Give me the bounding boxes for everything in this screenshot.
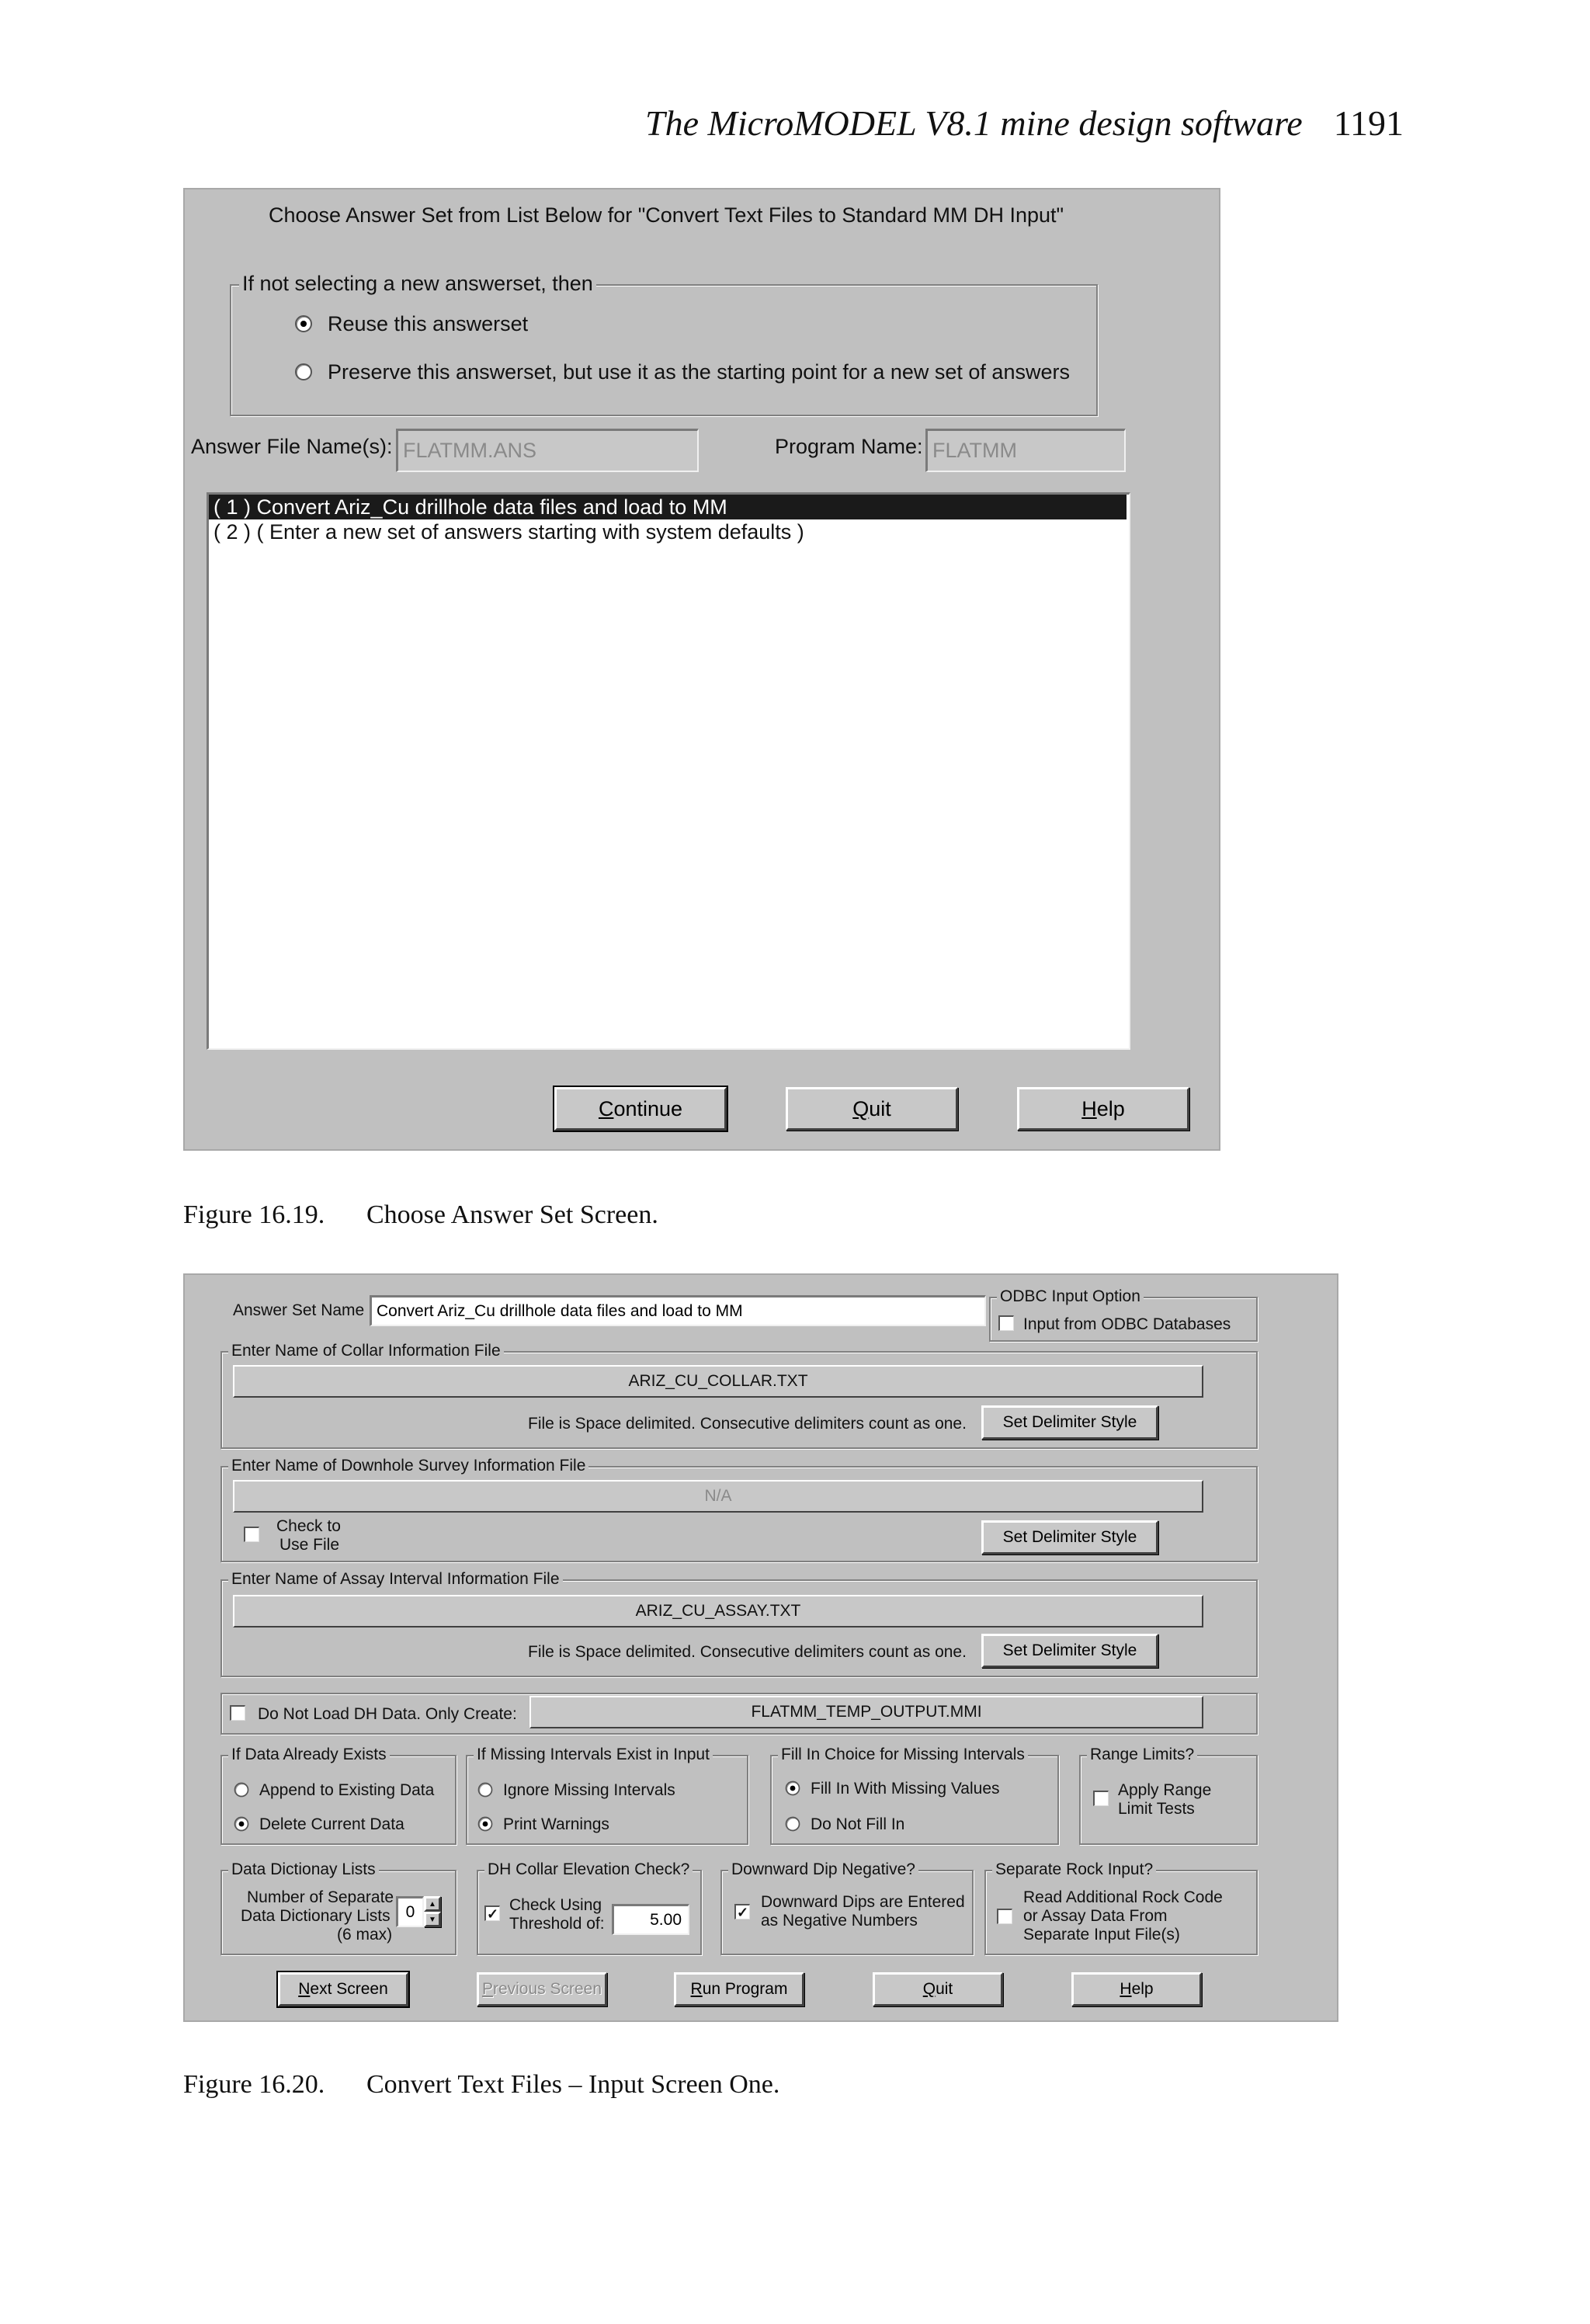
collar-group-label: Enter Name of Collar Information File <box>228 1342 504 1360</box>
help-2-accel: H <box>1120 1980 1132 1998</box>
elevation-label-2: Threshold of: <box>509 1915 605 1933</box>
page-number: 1191 <box>1333 103 1404 143</box>
previous-screen-label: revious Screen <box>492 1980 602 1998</box>
radio-reuse-dot <box>300 321 307 327</box>
odbc-checkbox-label: Input from ODBC Databases <box>1023 1315 1231 1333</box>
separate-rock-group-label: Separate Rock Input? <box>992 1860 1156 1879</box>
radio-fill-with-dot <box>790 1786 796 1791</box>
radio-fill-with[interactable] <box>786 1781 800 1796</box>
radio-fill-with-label: Fill In With Missing Values <box>811 1780 1000 1798</box>
next-screen-accel: N <box>298 1980 311 1998</box>
quit-2-accel: Q <box>922 1980 936 1998</box>
program-name-label: Program Name: <box>775 435 923 458</box>
survey-use-file-label-1: Check to <box>276 1517 341 1535</box>
assay-file-field[interactable]: ARIZ_CU_ASSAY.TXT <box>233 1595 1203 1627</box>
radio-ignore-label: Ignore Missing Intervals <box>503 1781 675 1799</box>
odbc-checkbox[interactable] <box>998 1315 1014 1331</box>
collar-set-delimiter-button[interactable]: Set Delimiter Style <box>981 1405 1158 1440</box>
convert-text-files-dialog <box>183 1273 1338 2022</box>
help-label: elp <box>1096 1096 1125 1120</box>
run-program-label: un Program <box>702 1980 788 1998</box>
separate-rock-label-2: or Assay Data From <box>1023 1907 1168 1925</box>
header-title: The MicroMODEL V8.1 mine design software <box>645 103 1303 143</box>
choose-answer-set-dialog <box>183 188 1220 1151</box>
dictionary-label-2: Data Dictionary Lists <box>241 1907 391 1925</box>
radio-delete[interactable] <box>234 1817 249 1832</box>
radio-preserve[interactable] <box>295 363 312 380</box>
dictionary-count-field[interactable]: 0 <box>396 1896 424 1927</box>
help-2-label: elp <box>1131 1980 1154 1998</box>
elevation-label-1: Check Using <box>509 1896 602 1914</box>
quit-button[interactable] <box>786 1087 958 1131</box>
next-screen-label: ext Screen <box>310 1980 388 1998</box>
continue-label: ontinue <box>613 1096 683 1120</box>
elevation-threshold-input[interactable]: 5.00 <box>612 1904 689 1935</box>
radio-delete-label: Delete Current Data <box>259 1815 404 1833</box>
downward-dip-label-1: Downward Dips are Entered <box>761 1893 965 1911</box>
list-item-1[interactable]: ( 1 ) Convert Ariz_Cu drillhole data files and load to MM <box>209 495 1127 519</box>
radio-fill-not[interactable] <box>786 1817 800 1832</box>
radio-fill-not-label: Do Not Fill In <box>811 1815 905 1833</box>
radio-delete-dot <box>239 1822 245 1827</box>
answer-set-list[interactable] <box>207 492 1130 1050</box>
next-screen-button[interactable] <box>278 1972 408 2006</box>
quit-label: uit <box>869 1096 891 1120</box>
spin-up-icon: ▲ <box>429 1899 436 1909</box>
spin-down-icon: ▼ <box>429 1915 436 1924</box>
radio-reuse-label: Reuse this answerset <box>328 312 529 335</box>
assay-group-label: Enter Name of Assay Interval Information File <box>228 1570 563 1589</box>
reuse-options-group-label: If not selecting a new answerset, then <box>239 272 596 296</box>
no-load-checkbox-label: Do Not Load DH Data. Only Create: <box>258 1705 517 1723</box>
missing-intervals-group-label: If Missing Intervals Exist in Input <box>474 1746 713 1764</box>
radio-print-warnings-dot <box>483 1822 488 1827</box>
figure-16-20-number: Figure 16.20. <box>183 2070 325 2099</box>
run-program-button[interactable] <box>674 1972 804 2006</box>
help-button-2[interactable] <box>1071 1972 1202 2006</box>
odbc-group-label: ODBC Input Option <box>997 1287 1144 1306</box>
figure-16-19-caption <box>183 1200 658 1230</box>
collar-delimiter-note: File is Space delimited. Consecutive delimiters count as one. <box>528 1415 967 1433</box>
figure-16-20-caption <box>183 2070 779 2100</box>
radio-print-warnings[interactable] <box>478 1817 493 1832</box>
assay-set-delimiter-button[interactable]: Set Delimiter Style <box>981 1634 1158 1668</box>
answer-set-name-input[interactable]: Convert Ariz_Cu drillhole data files and load to MM <box>370 1295 986 1326</box>
dictionary-spin-down-button[interactable] <box>424 1912 441 1927</box>
help-button[interactable] <box>1017 1087 1189 1131</box>
quit-2-label: uit <box>936 1980 953 1998</box>
radio-append[interactable] <box>234 1783 249 1798</box>
survey-file-field[interactable]: N/A <box>233 1480 1203 1513</box>
elevation-check-icon: ✓ <box>486 1905 499 1922</box>
previous-screen-button[interactable] <box>477 1972 607 2006</box>
radio-append-label: Append to Existing Data <box>259 1781 435 1799</box>
no-load-checkbox[interactable] <box>230 1705 245 1721</box>
survey-group-label: Enter Name of Downhole Survey Information File <box>228 1457 588 1475</box>
answer-file-field[interactable]: FLATMM.ANS <box>396 429 699 472</box>
previous-screen-accel: P <box>481 1980 493 1998</box>
collar-file-field[interactable]: ARIZ_CU_COLLAR.TXT <box>233 1365 1203 1398</box>
continue-button[interactable] <box>554 1087 727 1131</box>
fill-in-group-label: Fill In Choice for Missing Intervals <box>778 1746 1028 1764</box>
figure-16-20-text: Convert Text Files – Input Screen One. <box>366 2070 780 2099</box>
reuse-options-group <box>230 284 1098 416</box>
dictionary-spin-up-button[interactable] <box>424 1896 441 1912</box>
quit-accel: Q <box>852 1096 870 1120</box>
elevation-checkbox[interactable] <box>484 1905 500 1921</box>
downward-dip-checkbox[interactable] <box>734 1904 750 1919</box>
figure-16-19-text: Choose Answer Set Screen. <box>366 1200 658 1229</box>
figure-16-19-number: Figure 16.19. <box>183 1200 325 1229</box>
downward-dip-label-2: as Negative Numbers <box>761 1912 918 1930</box>
answer-set-name-label: Answer Set Name <box>233 1301 365 1319</box>
range-limits-label-2: Limit Tests <box>1118 1800 1195 1818</box>
survey-use-file-checkbox[interactable] <box>244 1527 259 1542</box>
survey-use-file-label-2: Use File <box>279 1536 340 1554</box>
range-limits-label-1: Apply Range <box>1118 1781 1212 1799</box>
radio-print-warnings-label: Print Warnings <box>503 1815 609 1833</box>
range-limits-group-label: Range Limits? <box>1087 1746 1197 1764</box>
data-dictionary-group-label: Data Dictionay Lists <box>228 1860 379 1879</box>
downward-dip-check-icon: ✓ <box>736 1904 749 1920</box>
list-item-2[interactable]: ( 2 ) ( Enter a new set of answers starting with system defaults ) <box>214 520 804 544</box>
program-name-field[interactable]: FLATMM <box>925 429 1126 472</box>
assay-delimiter-note: File is Space delimited. Consecutive delimiters count as one. <box>528 1643 967 1661</box>
separate-rock-checkbox[interactable] <box>997 1909 1012 1924</box>
radio-preserve-label: Preserve this answerset, but use it as the starting point for a new set of answers <box>328 360 1070 384</box>
radio-ignore[interactable] <box>478 1783 493 1798</box>
elevation-check-group-label: DH Collar Elevation Check? <box>484 1860 693 1879</box>
answer-file-label: Answer File Name(s): <box>191 435 393 458</box>
downward-dip-group-label: Downward Dip Negative? <box>728 1860 918 1879</box>
continue-accel: C <box>598 1096 614 1120</box>
separate-rock-label-1: Read Additional Rock Code <box>1023 1888 1223 1906</box>
running-header <box>645 102 1404 144</box>
quit-button-2[interactable] <box>873 1972 1003 2006</box>
data-exists-group-label: If Data Already Exists <box>228 1746 390 1764</box>
run-program-accel: R <box>690 1980 703 1998</box>
dialog-title: Choose Answer Set from List Below for "Convert Text Files to Standard MM DH Input" <box>269 203 1064 227</box>
range-limits-checkbox[interactable] <box>1093 1791 1109 1806</box>
survey-set-delimiter-button[interactable]: Set Delimiter Style <box>981 1520 1158 1555</box>
radio-reuse[interactable] <box>295 315 312 332</box>
separate-rock-label-3: Separate Input File(s) <box>1023 1926 1180 1944</box>
dictionary-label-3: (6 max) <box>337 1926 393 1944</box>
dictionary-label-1: Number of Separate <box>247 1888 394 1906</box>
help-accel: H <box>1081 1096 1097 1120</box>
no-load-output-file-field[interactable]: FLATMM_TEMP_OUTPUT.MMI <box>529 1696 1203 1728</box>
